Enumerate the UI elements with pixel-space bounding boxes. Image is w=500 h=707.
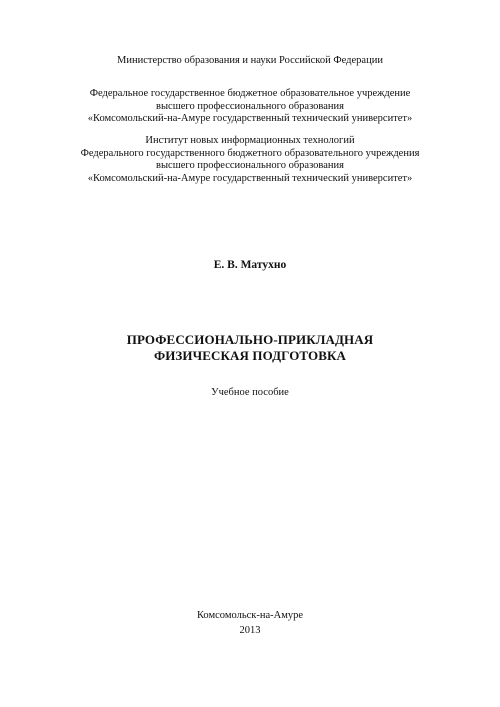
institute-line: Институт новых информационных технологий [145, 135, 355, 146]
institute-line: высшего профессионального образования [156, 160, 344, 171]
university-line: «Комсомольский-на-Амуре государственный технический университет» [87, 113, 413, 124]
imprint-footer [0, 608, 500, 638]
institute-header [0, 135, 500, 185]
book-subtitle [0, 386, 500, 399]
university-line: Федеральное государственное бюджетное образовательное учреждение [89, 88, 411, 99]
author-name: Е. В. Матухно [213, 259, 287, 271]
ministry-line: Министерство образования и науки Российской Федерации [117, 55, 383, 66]
imprint-city: Комсомольск-на-Амуре [196, 610, 304, 621]
institute-line: Федерального государственного бюджетного образовательного учреждения [80, 147, 420, 159]
title-line: ФИЗИЧЕСКАЯ ПОДГОТОВКА [153, 348, 347, 363]
institute-line: «Комсомольский-на-Амуре государственный технический университет» [87, 172, 413, 184]
title-line: ПРОФЕССИОНАЛЬНО-ПРИКЛАДНАЯ [126, 332, 374, 347]
imprint-year: 2013 [239, 625, 261, 636]
ministry-header [0, 55, 500, 68]
university-line: высшего профессионального образования [156, 100, 344, 112]
university-header [0, 88, 500, 126]
book-title [0, 332, 500, 364]
author-block [0, 258, 500, 272]
subtitle-text: Учебное пособие [211, 387, 289, 398]
